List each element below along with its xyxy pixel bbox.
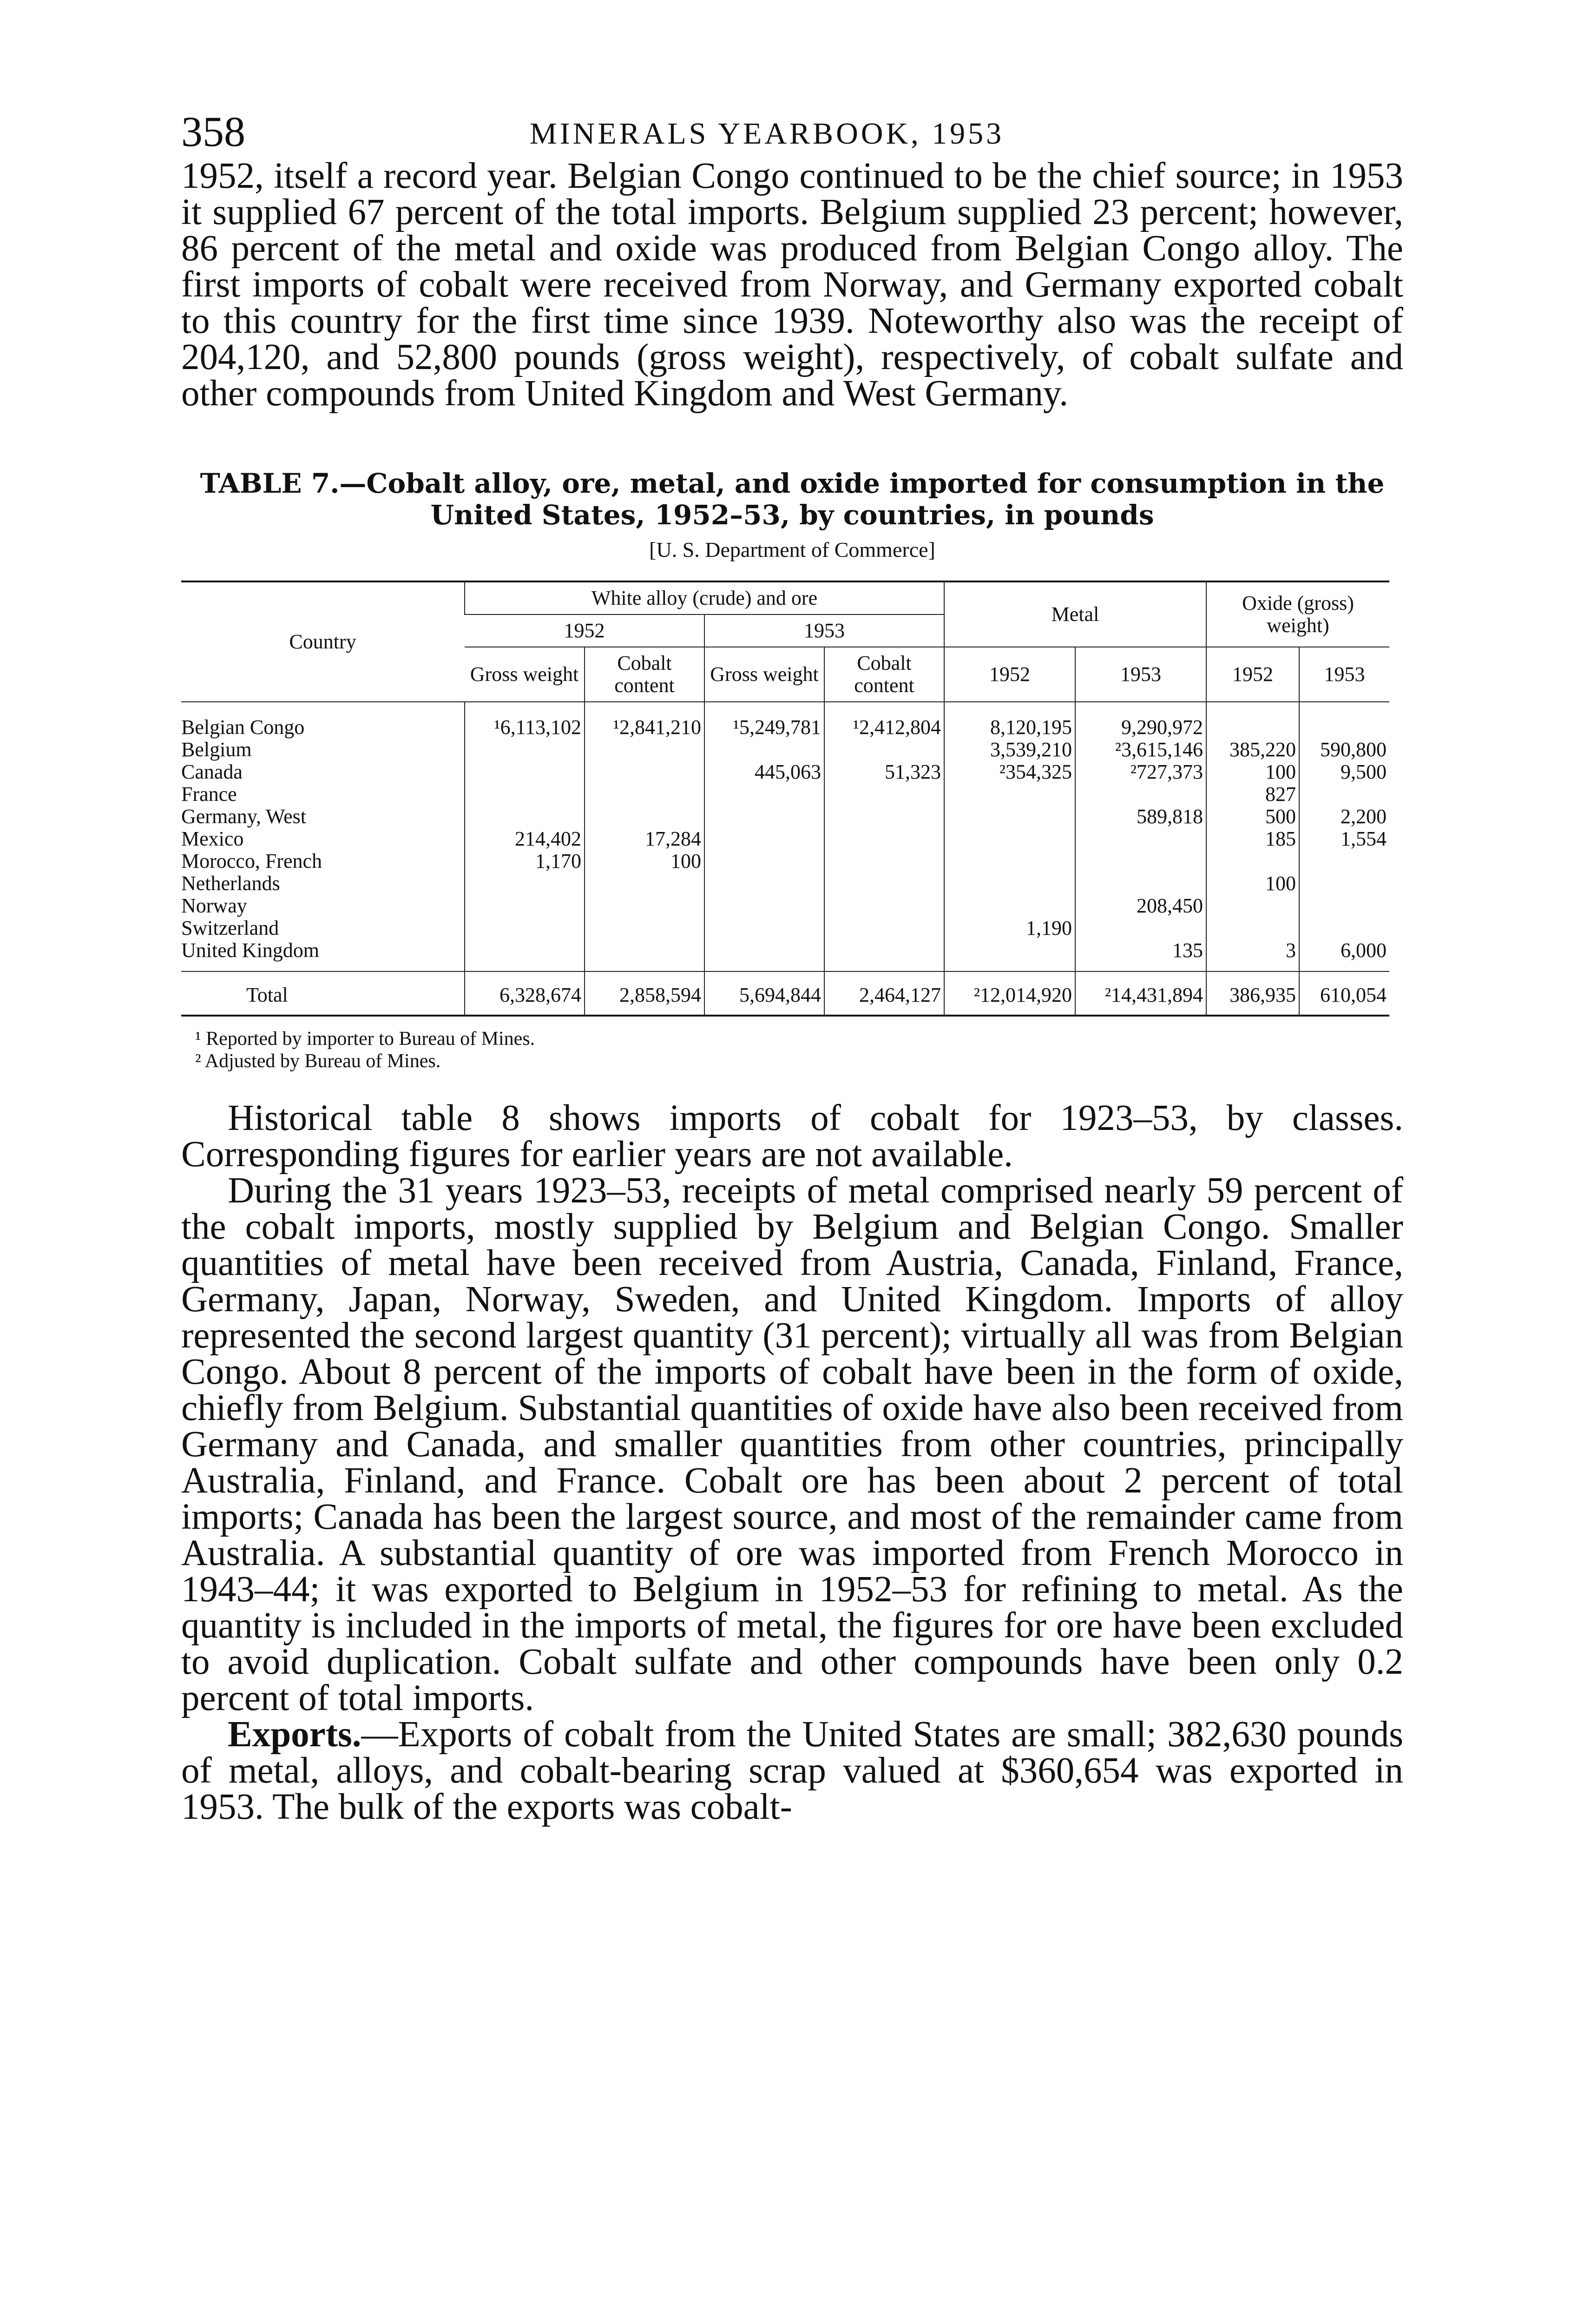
- paragraph-exports: [181, 1714, 1403, 1827]
- table-row: Norway 208,450: [181, 895, 1389, 917]
- table-row: Morocco, French 1,170 100: [181, 850, 1389, 872]
- cobalt-content-1952-header: Cobalt content: [585, 647, 704, 702]
- cobalt-content-1953-header: Cobalt content: [824, 647, 944, 702]
- page-header: [181, 93, 1403, 158]
- table-row: Canada 445,063 51,323 ²354,325 ²727,373 100 9,500: [181, 761, 1389, 783]
- table-caption: [181, 468, 1403, 531]
- table-caption-line-2: United States, 1952–53, by countries, in pounds: [430, 499, 1154, 531]
- gross-weight-1952-header: Gross weight: [465, 647, 585, 702]
- alloy-1952-header: 1952: [465, 614, 704, 647]
- gross-weight-1953-header: Gross weight: [704, 647, 824, 702]
- table-caption-line-1: TABLE 7.—Cobalt alloy, ore, metal, and oxide imported for consumption in the: [200, 468, 1385, 499]
- table-row: Mexico 214,402 17,284 185 1,554: [181, 828, 1389, 850]
- table-row: France 827: [181, 783, 1389, 805]
- paragraph-receipts: During the 31 years 1923–53, receipts of metal comprised nearly 59 percent of the cobalt imports, mostly supplied by Belgium and Belgian Congo. Smaller quantities of metal have been received from Austria, Canada, Finland, France, Germany, Japan, Norway, Sweden, and United Kingdom. Imports of alloy represented the second largest quantity (31 percent); virtually all was from Belgian Congo. About 8 percent of the imports of cobalt have been in the form of oxide, chiefly from Belgium. Substantial quantities of oxide have also been received from Germany and Canada, and smaller quantities from other countries, principally Australia, Finland, and France. Cobalt ore has been about 2 percent of total imports; Canada has been the largest source, and most of the remainder came from Australia. A substantial quantity of ore was imported from French Morocco in 1943–44; it was exported to Belgium in 1952–53 for refining to metal. As the quantity is included in the imports of metal, the figures for ore have been excluded to avoid duplication. Cobalt sulfate and other compounds have been only 0.2 percent of total imports.: [181, 1170, 1403, 1718]
- table-row: Germany, West 589,818 500 2,200: [181, 805, 1389, 828]
- alloy-1953-header: 1953: [704, 614, 944, 647]
- running-title: MINERALS YEARBOOK, 1953: [530, 117, 1005, 151]
- metal-1952-header: 1952: [944, 647, 1075, 702]
- metal-1953-header: 1953: [1075, 647, 1206, 702]
- total-row: Total 6,328,674 2,858,594 5,694,844 2,464,127 ²12,014,920 ²14,431,894 386,935 610,054: [181, 971, 1389, 1016]
- table-footnotes: [181, 1028, 1403, 1072]
- oxide-header: Oxide (gross) weight): [1206, 581, 1389, 647]
- country-header: Country: [181, 581, 465, 702]
- table-row: United Kingdom 135 3 6,000: [181, 939, 1389, 971]
- page: [181, 93, 1403, 1825]
- cobalt-imports-table: [181, 581, 1389, 1017]
- table-row: Belgian Congo ¹6,113,102 ¹2,841,210 ¹5,249,781 ¹2,412,804 8,120,195 9,290,972: [181, 702, 1389, 739]
- footnote-2: ² Adjusted by Bureau of Mines.: [195, 1050, 441, 1072]
- page-number: 358: [181, 108, 245, 155]
- table-source: [U. S. Department of Commerce]: [649, 538, 935, 561]
- table-row: Switzerland 1,190: [181, 917, 1389, 939]
- paragraph-historical: Historical table 8 shows imports of cobalt for 1923–53, by classes. Corresponding figures for earlier years are not available.: [181, 1098, 1403, 1175]
- white-alloy-header: White alloy (crude) and ore: [465, 581, 944, 614]
- oxide-1952-header: 1952: [1206, 647, 1299, 702]
- oxide-1953-header: 1953: [1299, 647, 1389, 702]
- table-row: Netherlands 100: [181, 872, 1389, 895]
- exports-text: —Exports of cobalt from the United States are small; 382,630 pounds of metal, alloys, and cobalt-bearing scrap valued at $360,654 was exported in 1953. The bulk of the exports was cobalt-: [181, 1714, 1403, 1827]
- footnote-1: ¹ Reported by importer to Bureau of Mines.: [195, 1028, 535, 1050]
- table-row: Belgium 3,539,210 ²3,615,146 385,220 590,800: [181, 739, 1389, 761]
- metal-header: Metal: [944, 581, 1206, 647]
- exports-heading: Exports.: [228, 1714, 362, 1755]
- intro-paragraph: 1952, itself a record year. Belgian Congo continued to be the chief source; in 1953 it supplied 67 percent of the total imports. Belgium supplied 23 percent; however, 86 percent of the metal and oxide was produced from Belgian Congo alloy. The first imports of cobalt were received from Norway, and Germany exported cobalt to this country for the first time since 1939. Noteworthy also was the receipt of 204,120, and 52,800 pounds (gross weight), respectively, of cobalt sulfate and other compounds from United Kingdom and West Germany.: [181, 156, 1403, 414]
